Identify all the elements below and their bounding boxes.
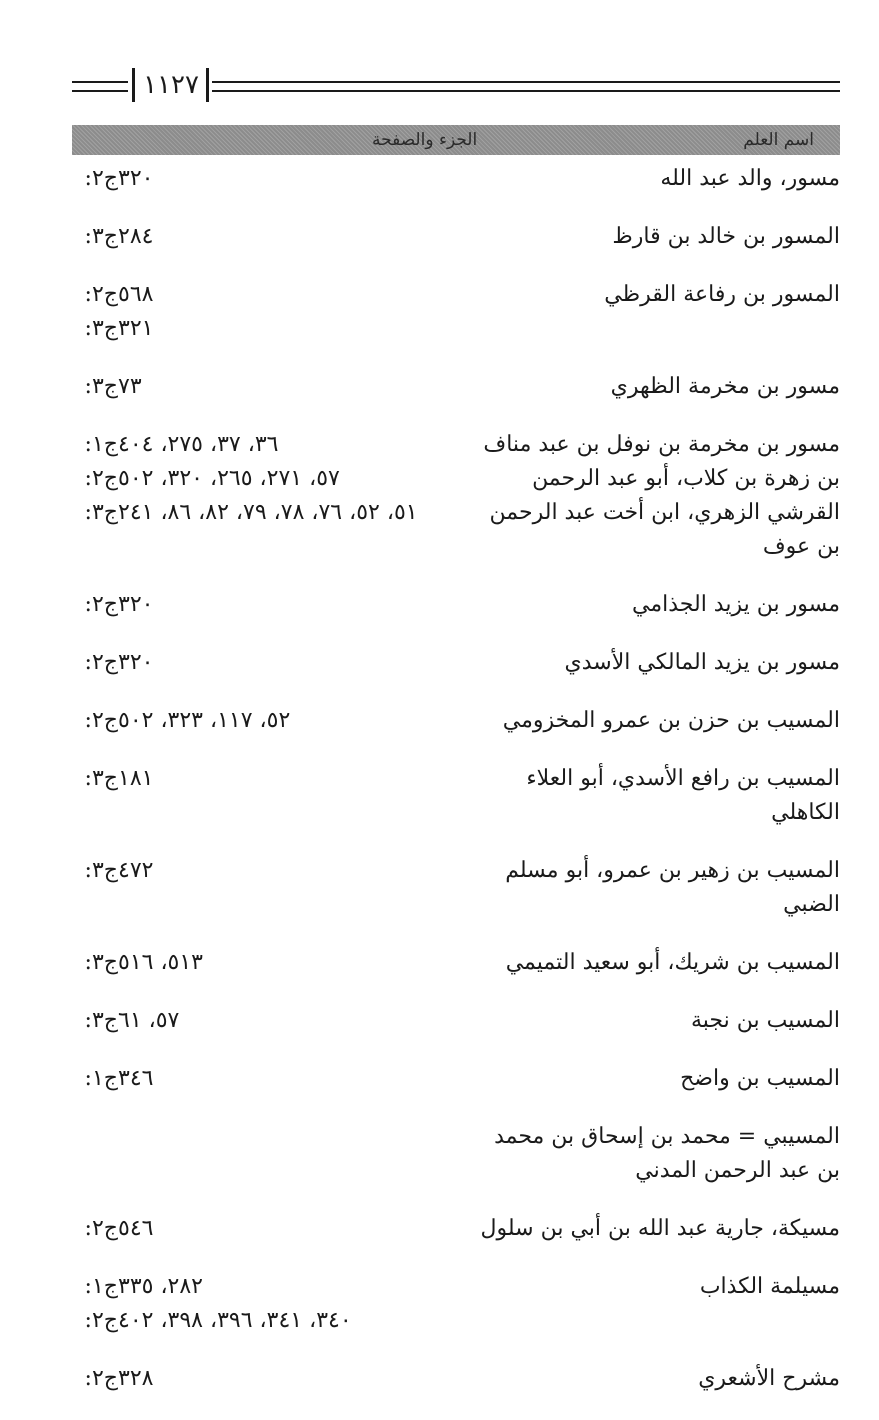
index-entry	[72, 854, 840, 922]
entry-name: مسور، والد عبد الله	[660, 166, 840, 191]
entry-name: المسيب بن نجبة	[690, 1008, 840, 1033]
volume-label: ج١:	[84, 432, 118, 457]
index-entry	[72, 162, 840, 196]
volume-label: ج٣:	[84, 374, 118, 399]
entry-name: المسيب بن شريك، أبو سعيد التميمي	[505, 950, 840, 975]
pages-column-heading: الجزء والصفحة	[372, 130, 478, 150]
page-numbers: ١٨١	[118, 766, 154, 791]
entry-references	[72, 370, 472, 404]
entry-name: المسيب بن رافع الأسدي، أبو العلاء الكاهلي	[526, 766, 840, 825]
index-entry	[72, 1004, 840, 1038]
entry-references	[72, 428, 472, 530]
index-entry	[72, 428, 840, 564]
entry-name: المسيب بن زهير بن عمرو، أبو مسلم الضبي	[505, 858, 840, 917]
volume-label: ج٢:	[84, 282, 118, 307]
volume-label: ج٢:	[84, 1308, 118, 1333]
page-numbers: ٥٤٦	[118, 1216, 154, 1241]
page-numbers: ٥١٣، ٥١٦	[118, 950, 203, 975]
page-numbers: ٤٧٢	[118, 858, 154, 883]
reference-line	[72, 278, 472, 312]
page-numbers: ٣٢١	[118, 316, 154, 341]
page-numbers: ٢٨٤	[118, 224, 154, 249]
reference-line	[72, 704, 472, 738]
entry-name: المسور بن رفاعة القرظي	[604, 282, 840, 307]
entry-references	[72, 220, 472, 254]
reference-line	[72, 220, 472, 254]
reference-line	[72, 1212, 472, 1246]
volume-label: ج٢:	[84, 592, 118, 617]
entry-references	[72, 1212, 472, 1246]
page-number: ١١٢٧	[143, 70, 199, 100]
reference-line	[72, 370, 472, 404]
index-entry	[72, 646, 840, 680]
header-bar	[206, 68, 209, 102]
index-entry	[72, 588, 840, 622]
volume-label: ج٣:	[84, 500, 118, 525]
entry-name: مسيلمة الكذاب	[699, 1274, 840, 1299]
entry-name: مسور بن مخرمة بن نوفل بن عبد مناف بن زهرة بن كلاب، أبو عبد الرحمن القرشي الزهري، ابن أخت عبد الرحمن بن عوف	[483, 432, 840, 559]
entry-references	[72, 1270, 472, 1338]
entry-references	[72, 646, 472, 680]
reference-line	[72, 428, 472, 462]
name-column-heading: اسم العلم	[743, 130, 814, 150]
entry-name: المسيبي = محمد بن إسحاق بن محمد بن عبد الرحمن المدني	[494, 1124, 840, 1183]
reference-line	[72, 312, 472, 346]
index-entry	[72, 1120, 840, 1188]
entry-references	[72, 762, 472, 796]
volume-label: ج٢:	[84, 650, 118, 675]
page-numbers: ٣٢٠	[118, 592, 154, 617]
volume-label: ج٣:	[84, 858, 118, 883]
volume-label: ج٢:	[84, 466, 118, 491]
volume-label: ج١:	[84, 1066, 118, 1091]
reference-line	[72, 1304, 472, 1338]
index-entry	[72, 278, 840, 346]
reference-line	[72, 946, 472, 980]
page-numbers: ٥٧، ٢٧١، ٢٦٥، ٣٢٠، ٥٠٢	[118, 466, 340, 491]
reference-line	[72, 462, 472, 496]
entry-references	[72, 1004, 472, 1038]
entry-name: مسور بن مخرمة الظهري	[610, 374, 840, 399]
entry-references	[72, 278, 472, 346]
header-rule-right	[212, 81, 840, 92]
volume-label: ج٢:	[84, 1216, 118, 1241]
index-entry	[72, 704, 840, 738]
page-numbers: ٥٧، ٦١	[118, 1008, 180, 1033]
page-numbers: ٣٤٦	[118, 1066, 154, 1091]
page-numbers: ٥٢، ١١٧، ٣٢٣، ٥٠٢	[118, 708, 291, 733]
volume-label: ج٢:	[84, 1366, 118, 1391]
volume-label: ج٣:	[84, 950, 118, 975]
reference-line	[72, 762, 472, 796]
index-entry	[72, 1212, 840, 1246]
page-numbers: ٣٢٠	[118, 166, 154, 191]
reference-line	[72, 1004, 472, 1038]
volume-label: ج٣:	[84, 1008, 118, 1033]
entry-name: المسيب بن حزن بن عمرو المخزومي	[502, 708, 840, 733]
entry-name: المسور بن خالد بن قارظ	[612, 224, 840, 249]
reference-line	[72, 854, 472, 888]
volume-label: ج٣:	[84, 766, 118, 791]
volume-label: ج١:	[84, 1274, 118, 1299]
index-entry	[72, 1062, 840, 1096]
reference-line	[72, 162, 472, 196]
index-entry	[72, 1270, 840, 1338]
entry-references	[72, 704, 472, 738]
index-entries	[72, 162, 840, 1420]
reference-line	[72, 588, 472, 622]
entry-references	[72, 946, 472, 980]
entry-name: مسيكة، جارية عبد الله بن أبي بن سلول	[480, 1216, 840, 1241]
index-entry	[72, 762, 840, 830]
volume-label: ج٣:	[84, 316, 118, 341]
page-numbers: ٥١، ٥٢، ٧٦، ٧٨، ٧٩، ٨٢، ٨٦، ٢٤١	[118, 500, 418, 525]
index-entry	[72, 946, 840, 980]
column-header	[72, 125, 840, 155]
entry-references	[72, 162, 472, 196]
page-numbers: ٣٢٨	[118, 1366, 154, 1391]
reference-line	[72, 1062, 472, 1096]
entry-name: مشرح الأشعري	[698, 1366, 840, 1391]
entry-name: مسور بن يزيد المالكي الأسدي	[564, 650, 840, 675]
page-numbers: ٣٤٠، ٣٤١، ٣٩٦، ٣٩٨، ٤٠٢	[118, 1308, 352, 1333]
page-header	[72, 64, 840, 108]
volume-label: ج٣:	[84, 224, 118, 249]
page-numbers: ٧٣	[118, 374, 142, 399]
page-numbers: ٣٦، ٣٧، ٢٧٥، ٤٠٤	[118, 432, 279, 457]
reference-line	[72, 496, 472, 530]
page-numbers: ٣٢٠	[118, 650, 154, 675]
page-numbers: ٢٨٢، ٣٣٥	[118, 1274, 203, 1299]
entry-references	[72, 1062, 472, 1096]
header-bar	[132, 68, 135, 102]
reference-line	[72, 1270, 472, 1304]
reference-line	[72, 646, 472, 680]
index-entry	[72, 220, 840, 254]
entry-name: المسيب بن واضح	[680, 1066, 840, 1091]
entry-references	[72, 854, 472, 888]
page-numbers: ٥٦٨	[118, 282, 154, 307]
entry-name: مسور بن يزيد الجذامي	[632, 592, 840, 617]
entry-references	[72, 588, 472, 622]
index-entry	[72, 370, 840, 404]
volume-label: ج٢:	[84, 708, 118, 733]
volume-label: ج٢:	[84, 166, 118, 191]
header-rule-left	[72, 81, 128, 92]
